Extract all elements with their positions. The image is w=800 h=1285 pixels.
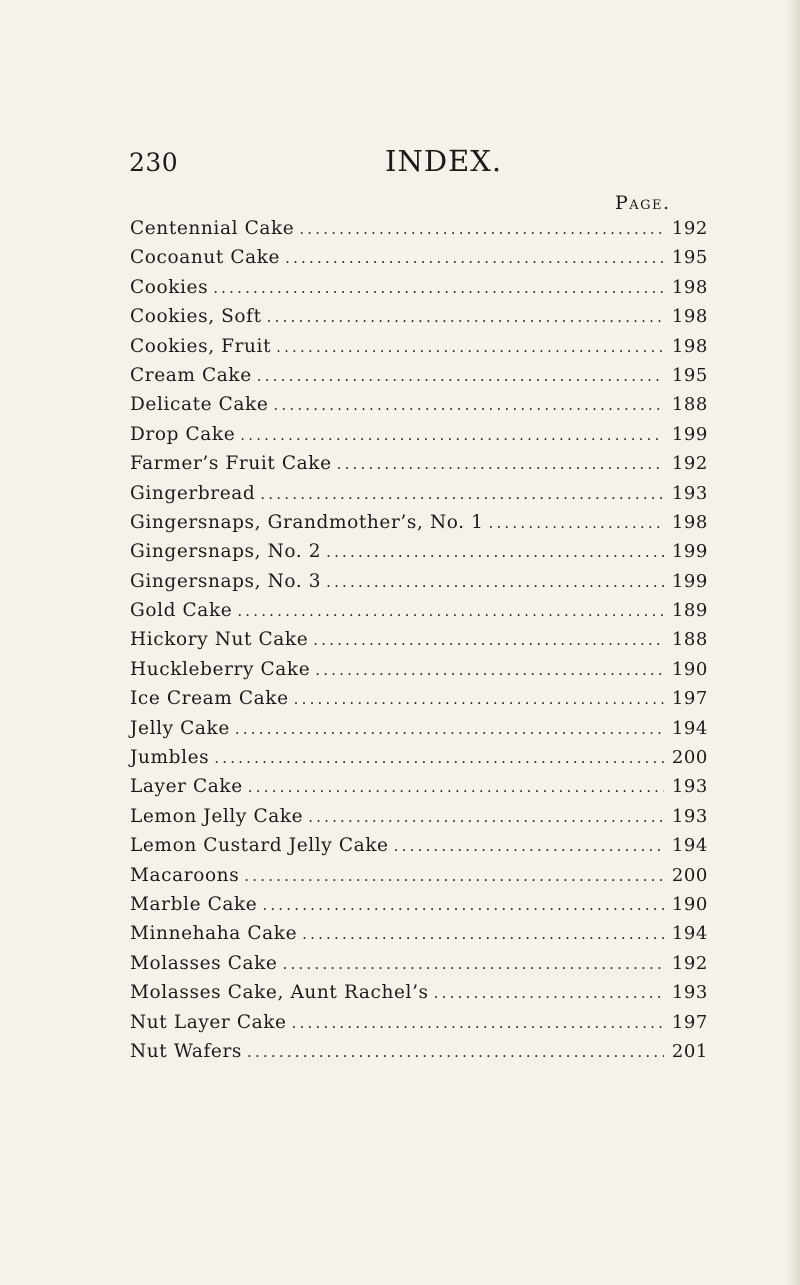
entry-title: Gold Cake [130, 600, 233, 622]
entry-title: Gingerbread [130, 482, 256, 504]
index-entry [130, 982, 708, 1011]
entry-title: Cocoanut Cake [130, 247, 281, 269]
entry-title: Ice Cream Cake [130, 688, 289, 710]
index-entry [130, 600, 708, 629]
dot-leader [247, 1043, 664, 1061]
page-edge-shadow [786, 0, 800, 1285]
dot-leader [257, 367, 664, 385]
entry-page-number: 200 [671, 864, 708, 886]
entry-title: Lemon Jelly Cake [130, 805, 304, 827]
dot-leader [394, 837, 664, 855]
page-column-heading: Page. [615, 192, 671, 214]
dot-leader [262, 896, 664, 914]
dot-leader [285, 249, 664, 267]
entry-page-number: 193 [671, 982, 708, 1004]
dot-leader [294, 690, 664, 708]
dot-leader [244, 867, 664, 885]
entry-page-number: 190 [671, 893, 708, 915]
dot-leader [308, 808, 664, 826]
entry-title: Marble Cake [130, 893, 258, 915]
entry-page-number: 201 [671, 1040, 708, 1062]
entry-title: Centennial Cake [130, 218, 295, 239]
dot-leader [337, 455, 664, 473]
entry-page-number: 197 [671, 688, 708, 710]
entry-title: Gingersnaps, No. 2 [130, 541, 322, 563]
entry-page-number: 195 [671, 247, 708, 269]
entry-page-number: 197 [671, 1011, 708, 1033]
dot-leader [213, 279, 664, 297]
index-entry [130, 512, 708, 541]
index-entry [130, 688, 708, 717]
entry-title: Gingersnaps, No. 3 [130, 570, 322, 592]
index-entry [130, 394, 708, 423]
entry-title: Drop Cake [130, 423, 236, 445]
entry-title: Jumbles [130, 747, 210, 769]
entry-page-number: 195 [671, 364, 708, 386]
entry-page-number: 192 [671, 453, 708, 475]
dot-leader [488, 514, 664, 532]
index-entry [130, 747, 708, 776]
index-entry [130, 1041, 708, 1070]
index-entry [130, 247, 708, 276]
entry-page-number: 198 [671, 276, 708, 298]
index-entry [130, 306, 708, 335]
entry-title: Lemon Custard Jelly Cake [130, 835, 389, 857]
dot-leader [240, 426, 664, 444]
dot-leader [273, 396, 664, 414]
entry-title: Cream Cake [130, 364, 252, 386]
entry-page-number: 193 [671, 482, 708, 504]
entry-title: Layer Cake [130, 776, 243, 798]
entry-page-number: 198 [671, 306, 708, 328]
entry-page-number: 192 [671, 218, 708, 239]
entry-page-number: 194 [671, 717, 708, 739]
dot-leader [326, 543, 664, 561]
entry-title: Delicate Cake [130, 394, 269, 416]
index-entry [130, 923, 708, 952]
dot-leader [313, 631, 664, 649]
dot-leader [315, 661, 664, 679]
index-entry [130, 541, 708, 570]
entry-title: Nut Layer Cake [130, 1011, 287, 1033]
entry-title: Nut Wafers [130, 1040, 242, 1062]
index-entry [130, 218, 708, 247]
index-entry [130, 483, 708, 512]
dot-leader [299, 220, 664, 238]
index-entry [130, 453, 708, 482]
index-entry [130, 629, 708, 658]
entry-title: Molasses Cake [130, 952, 278, 974]
index-entry [130, 365, 708, 394]
dot-leader [276, 338, 664, 356]
dot-leader [434, 984, 664, 1002]
entry-title: Macaroons [130, 864, 240, 886]
dot-leader [326, 573, 664, 591]
dot-leader [292, 1014, 664, 1032]
index-entry [130, 776, 708, 805]
entry-page-number: 190 [671, 658, 708, 680]
entry-title: Huckleberry Cake [130, 658, 311, 680]
index-entry [130, 571, 708, 600]
entry-page-number: 189 [671, 600, 708, 622]
entry-title: Minnehaha Cake [130, 923, 298, 945]
entry-page-number: 192 [671, 952, 708, 974]
entry-title: Cookies, Fruit [130, 335, 272, 357]
entry-page-number: 188 [671, 394, 708, 416]
index-entry [130, 894, 708, 923]
index-entry [130, 277, 708, 306]
entry-page-number: 199 [671, 423, 708, 445]
dot-leader [282, 955, 664, 973]
entry-title: Jelly Cake [130, 717, 230, 739]
entry-title: Cookies, Soft [130, 306, 262, 328]
entry-page-number: 200 [671, 747, 708, 769]
dot-leader [237, 602, 664, 620]
entry-title: Gingersnaps, Grandmother’s, No. 1 [130, 511, 484, 533]
index-entry [130, 835, 708, 864]
dot-leader [260, 485, 664, 503]
page-number: 230 [129, 148, 179, 177]
index-entry [130, 865, 708, 894]
dot-leader [235, 720, 664, 738]
index-entry [130, 336, 708, 365]
index-entry [130, 424, 708, 453]
entry-title: Cookies [130, 276, 209, 298]
dot-leader [248, 778, 664, 796]
index-entry [130, 806, 708, 835]
index-entry [130, 953, 708, 982]
index-list [130, 218, 708, 1070]
entry-page-number: 194 [671, 835, 708, 857]
entry-title: Molasses Cake, Aunt Rachel’s [130, 982, 429, 1004]
entry-page-number: 188 [671, 629, 708, 651]
entry-page-number: 194 [671, 923, 708, 945]
entry-title: Farmer’s Fruit Cake [130, 453, 332, 475]
entry-page-number: 193 [671, 776, 708, 798]
dot-leader [214, 749, 664, 767]
dot-leader [267, 308, 664, 326]
entry-page-number: 198 [671, 335, 708, 357]
running-title: INDEX. [385, 144, 503, 178]
entry-title: Hickory Nut Cake [130, 629, 309, 651]
dot-leader [302, 925, 664, 943]
entry-page-number: 199 [671, 541, 708, 563]
index-entry [130, 659, 708, 688]
entry-page-number: 199 [671, 570, 708, 592]
entry-page-number: 198 [671, 511, 708, 533]
entry-page-number: 193 [671, 805, 708, 827]
index-entry [130, 718, 708, 747]
running-head [0, 142, 800, 182]
index-entry [130, 1012, 708, 1041]
